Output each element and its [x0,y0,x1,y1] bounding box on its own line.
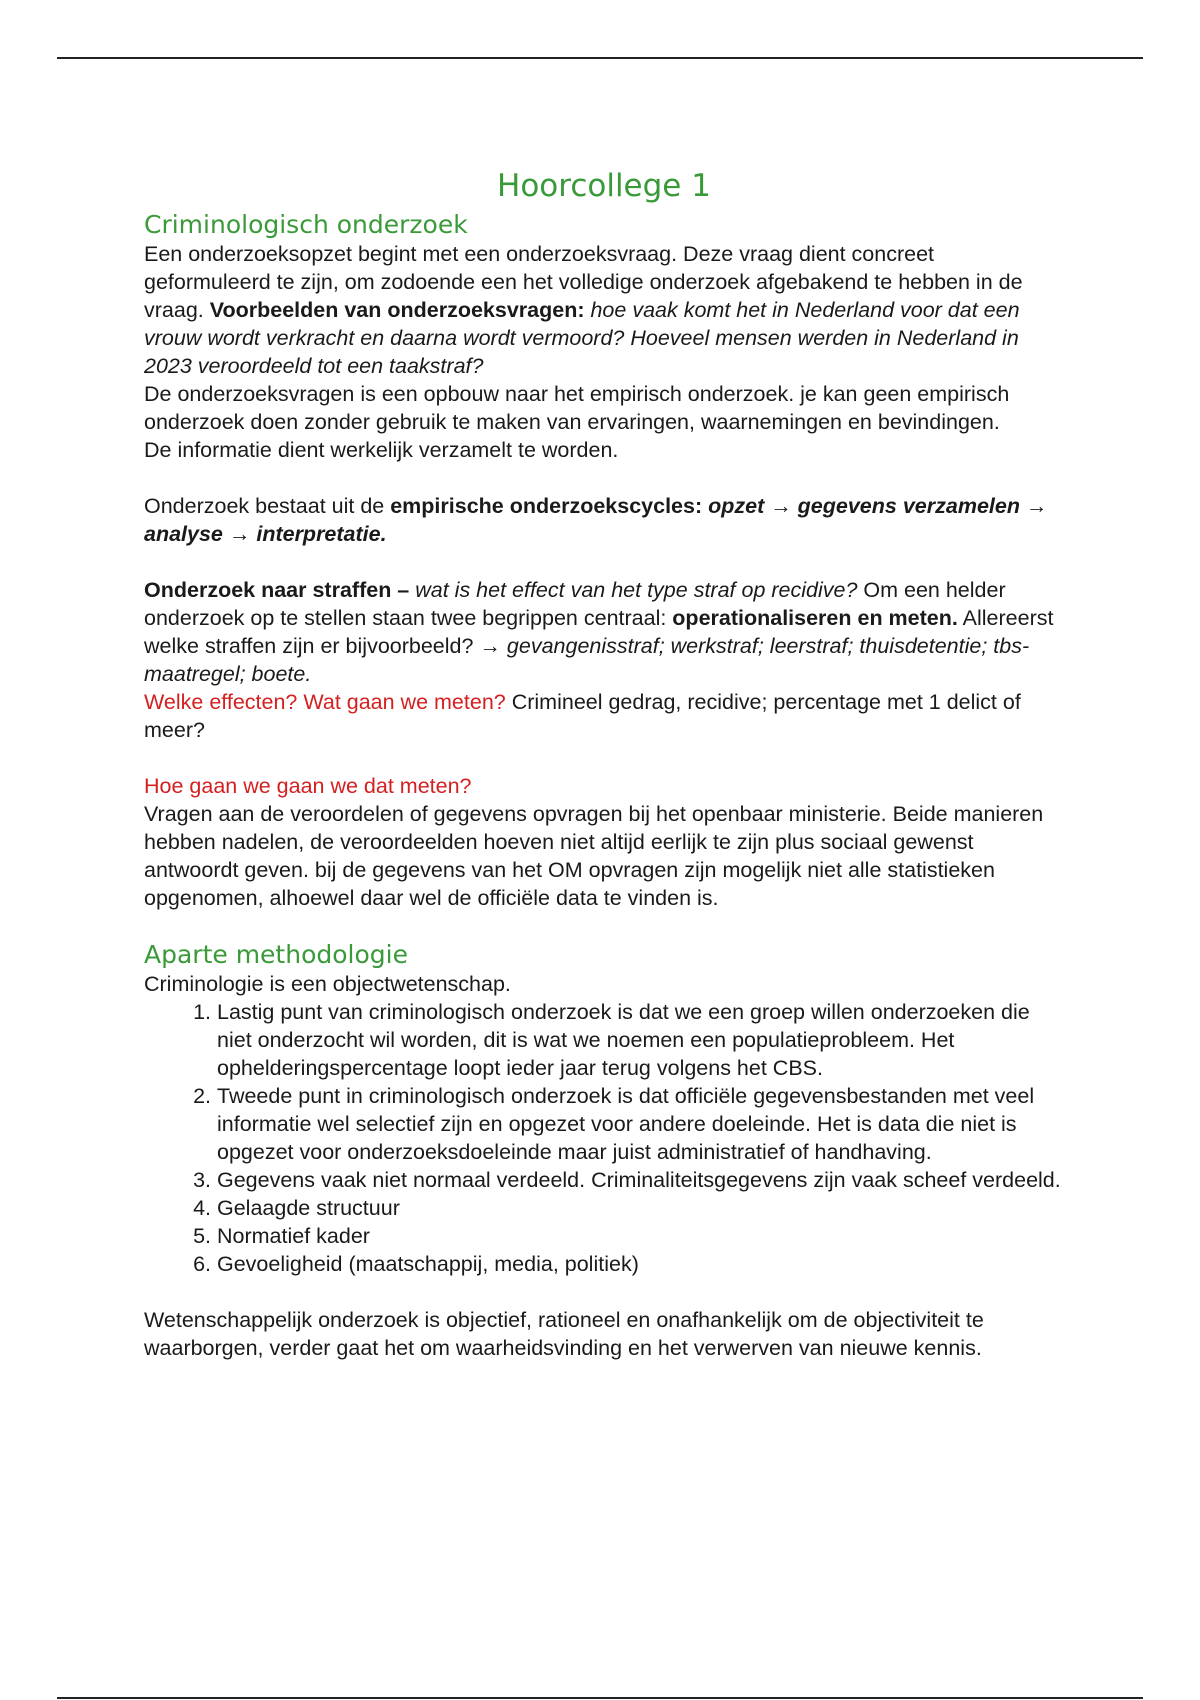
red-question: Welke effecten? Wat gaan we meten? [144,690,506,714]
text-span: Onderzoek bestaat uit de [144,494,391,518]
paragraph-vragen: Vragen aan de veroordelen of gegevens opvragen bij het openbaar ministerie. Beide manieren hebben nadelen, de veroordeelden hoeven niet altijd eerlijk te zijn plus sociaal gewenst antwoordt geven. bij de gegevens van het OM opvragen zijn mogelijk niet alle statistieken opgenomen, alhoewel daar wel de officiële data te vinden is. [144,802,1044,910]
text-span: Crimineel gedrag, recidive; percentage met 1 delict of meer? [144,690,1021,742]
paragraph-wetenschappelijk: Wetenschappelijk onderzoek is objectief, rationeel en onafhankelijk om de objectiviteit te waarborgen, verder gaat het om waarheidsvinding en het verwerven van nieuwe kennis. [144,1308,984,1360]
paragraph-informatie: De informatie dient werkelijk verzamelt te worden. [144,438,619,462]
text-span: Een onderzoeksopzet begint met een onderzoeksvraag. Deze vraag dient concreet geformuleerd te zijn, om zodoende een het volledige onderzoek afgebakend te hebben in de vraag. [144,242,1023,322]
bold-italic-text: opzet → gegevens verzamelen → analyse → interpretatie. [144,494,1048,546]
list-item: 2. Tweede punt in criminologisch onderzoek is dat officiële gegevensbestanden met veel informatie wel selectief zijn en opgezet voor andere doeleinde. Het is data die niet is opgezet voor onderzoeksdoeleinde maar juist administratief of handhaving. [217,1082,1064,1166]
bold-text: Voorbeelden van onderzoeksvragen: [209,298,591,322]
italic-text: hoe vaak komt het in Nederland voor dat een vrouw wordt verkracht en daarna wordt vermoord? Hoeveel mensen werden in Nederland in 2023 veroordeeld tot een taakstraf? [144,298,1020,378]
bold-text: empirische onderzoekscycles: [390,494,709,518]
text-span: Om een helder onderzoek op te stellen staan twee begrippen centraal: [144,578,1006,630]
top-rule [57,57,1143,59]
italic-text: wat is het effect van het type straf op recidive? [415,578,858,602]
paragraph-effecten [144,688,1064,744]
heading-hoe-meten: Hoe gaan we gaan we dat meten? [144,774,472,798]
paragraph-empirisch: De onderzoeksvragen is een opbouw naar het empirisch onderzoek. je kan geen empirisch onderzoek doen zonder gebruik te maken van ervaringen, waarnemingen en bevindingen. [144,382,1010,434]
bold-text: operationaliseren en meten. [672,606,958,630]
list-item: 1. Lastig punt van criminologisch onderzoek is dat we een groep willen onderzoeken die niet onderzocht wil worden, dit is wat we noemen een populatieprobleem. Het ophelderingspercentage loopt ieder jaar terug volgens het CBS. [217,998,1064,1082]
page-title: Hoorcollege 1 [497,168,711,204]
paragraph-onderzoeksopzet [144,240,1064,380]
paragraph-objectwetenschap: Criminologie is een objectwetenschap. [144,972,511,996]
bottom-rule [57,1697,1143,1699]
italic-text: gevangenisstraf; werkstraf; leerstraf; thuisdetentie; tbs-maatregel; boete. [144,634,1030,686]
list-item: 3. Gegevens vaak niet normaal verdeeld. Criminaliteitsgegevens zijn vaak scheef verdeeld. [217,1166,1064,1194]
list-item: 5. Normatief kader [217,1222,1064,1250]
heading-criminologisch-onderzoek: Criminologisch onderzoek [144,210,468,239]
list-item: 4. Gelaagde structuur [217,1194,1064,1222]
list-item: 6. Gevoeligheid (maatschappij, media, politiek) [217,1250,1064,1278]
heading-aparte-methodologie: Aparte methodologie [144,940,408,969]
paragraph-straffen [144,576,1064,688]
document-body [144,166,1064,1362]
paragraph-onderzoekscycles [144,492,1064,548]
bold-text: Onderzoek naar straffen – [144,578,416,602]
methodology-list [144,998,1064,1278]
text-span: Allereerst welke straffen zijn er bijvoorbeeld? → [144,606,1054,658]
